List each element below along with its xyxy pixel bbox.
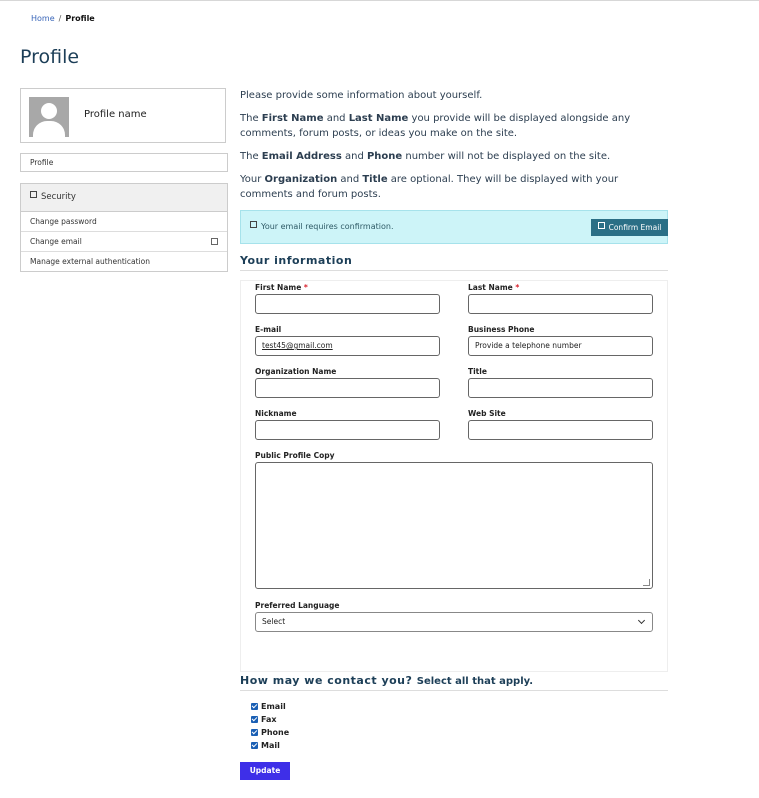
- top-border: [0, 0, 759, 1]
- security-title: Security: [41, 192, 76, 202]
- contact-option-phone[interactable]: Phone: [251, 727, 289, 738]
- nav-item-change-email[interactable]: [21, 232, 227, 252]
- first-name-input[interactable]: [255, 294, 440, 314]
- contact-option-fax[interactable]: Fax: [251, 714, 277, 725]
- organization-input[interactable]: [255, 378, 440, 398]
- business-phone-input[interactable]: Provide a telephone number: [468, 336, 653, 356]
- language-selected: Select: [262, 617, 286, 626]
- website-input[interactable]: [468, 420, 653, 440]
- info-icon: [250, 221, 257, 228]
- chevron-down-icon: [638, 617, 645, 624]
- intro-email-paragraph: The Email Address and Phone number will not be displayed on the site.: [240, 151, 611, 162]
- breadcrumb-separator: /: [58, 14, 62, 23]
- profile-card: [20, 88, 226, 143]
- intro-line-1: Please provide some information about yourself.: [240, 90, 483, 101]
- nav-item-label: Change email: [30, 237, 82, 246]
- organization-label: Organization Name: [255, 367, 337, 376]
- profile-copy-label: Public Profile Copy: [255, 451, 335, 460]
- nav-item-label: Change password: [30, 217, 97, 226]
- envelope-icon: [598, 222, 605, 229]
- update-button[interactable]: Update: [240, 762, 290, 780]
- your-information-title: Your information: [240, 254, 353, 267]
- checkbox-checked-icon[interactable]: [251, 716, 258, 723]
- last-name-label: Last Name *: [468, 283, 520, 292]
- nav-item-external-auth[interactable]: [21, 252, 227, 271]
- alert-text: Your email requires confirmation.: [250, 221, 394, 231]
- nickname-label: Nickname: [255, 409, 297, 418]
- email-confirmation-alert: [240, 210, 668, 244]
- contact-title: How may we contact you? Select all that apply.: [240, 674, 534, 687]
- warning-icon: [211, 238, 218, 245]
- title-input[interactable]: [468, 378, 653, 398]
- checkbox-checked-icon[interactable]: [251, 729, 258, 736]
- first-name-label: First Name *: [255, 283, 308, 292]
- contact-option-email[interactable]: Email: [251, 701, 286, 712]
- intro-name-paragraph: The First Name and Last Name you provide will be displayed alongside any comments, forum posts, or ideas you make on the site.: [240, 113, 631, 139]
- divider: [240, 270, 668, 271]
- last-name-input[interactable]: [468, 294, 653, 314]
- contact-option-mail[interactable]: Mail: [251, 740, 280, 751]
- checkbox-checked-icon[interactable]: [251, 703, 258, 710]
- nav-item-profile[interactable]: Profile: [20, 153, 228, 172]
- checkbox-checked-icon[interactable]: [251, 742, 258, 749]
- nav-item-label: Manage external authentication: [30, 257, 150, 266]
- resize-handle-icon[interactable]: [643, 579, 650, 586]
- profile-name: Profile name: [84, 109, 147, 120]
- website-label: Web Site: [468, 409, 506, 418]
- lock-icon: [30, 191, 37, 198]
- business-phone-label: Business Phone: [468, 325, 535, 334]
- confirm-email-button[interactable]: Confirm Email: [591, 219, 668, 236]
- language-select[interactable]: [255, 612, 653, 632]
- email-label: E-mail: [255, 325, 282, 334]
- security-panel: [20, 183, 228, 272]
- breadcrumb-current: Profile: [65, 14, 95, 23]
- language-label: Preferred Language: [255, 601, 340, 610]
- profile-copy-textarea[interactable]: [255, 462, 653, 589]
- page-title: Profile: [20, 46, 80, 68]
- nickname-input[interactable]: [255, 420, 440, 440]
- email-input[interactable]: test45@gmail.com: [255, 336, 440, 356]
- nav-item-change-password[interactable]: [21, 212, 227, 232]
- breadcrumb-home-link[interactable]: Home: [31, 14, 55, 23]
- avatar-icon: [29, 97, 69, 137]
- title-label: Title: [468, 367, 487, 376]
- security-header: [21, 184, 227, 212]
- intro-org-paragraph: Your Organization and Title are optional. They will be displayed with your comments and forum posts.: [240, 174, 619, 200]
- divider: [240, 690, 668, 691]
- breadcrumb: [31, 14, 95, 23]
